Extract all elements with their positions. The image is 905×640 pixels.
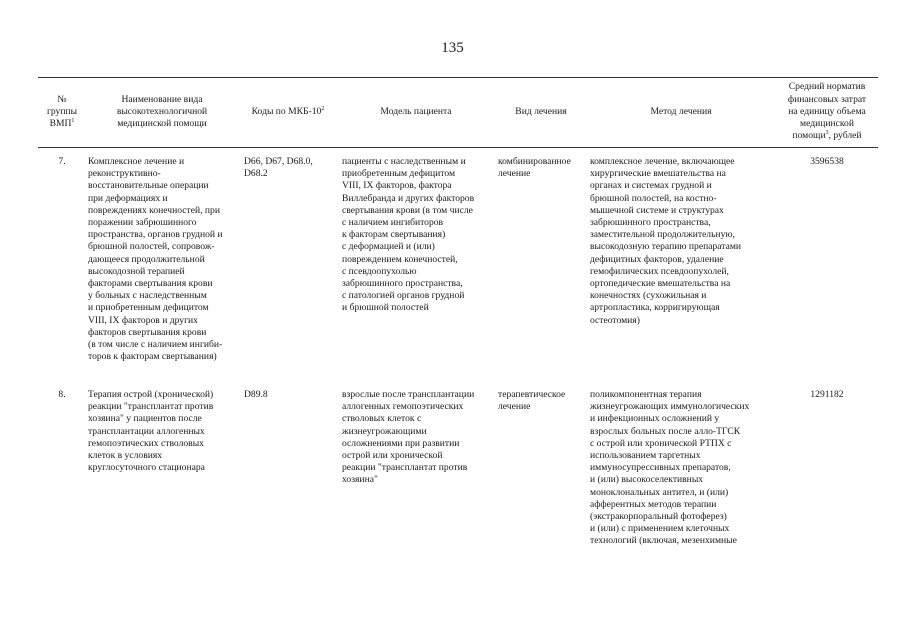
cell-line: поражении забрюшинного [88, 217, 197, 229]
footnote-mark: 3 [825, 130, 829, 137]
header-cost [766, 79, 888, 145]
cell-line: поликомпонентная терапия [590, 389, 702, 400]
cell-line: иммуносупрессивных препаратов, [590, 462, 731, 474]
footnote-mark: 1 [71, 117, 75, 124]
cell-line: аллогенных гемопоэтических [342, 401, 464, 413]
row-service-name [88, 389, 238, 474]
cell-line: комбинированное [498, 156, 571, 167]
row-group-number: 7. [58, 156, 66, 167]
cell-line: (в том числе с наличием ингиби- [88, 339, 223, 351]
cell-line: взрослых больных после алло-ТГСК [590, 425, 741, 437]
header-bottom-rule [38, 147, 878, 148]
cell-line: пространства, органов грудной и [88, 229, 223, 241]
cell-line: ортопедические вмешательства на [590, 278, 731, 290]
row-treatment-type [498, 156, 588, 180]
row-cost: 3596538 [810, 156, 844, 167]
cell-line: повреждением конечностей, [342, 253, 458, 265]
cell-line: забрюшинного пространства, [590, 217, 711, 229]
cell-line: повреждениях конечностей, при [88, 204, 220, 216]
header-model [338, 79, 494, 145]
header-top-rule [38, 77, 878, 78]
header-name-line: Наименование вида [121, 93, 203, 105]
cell-line: дающееся продолжительной [88, 253, 205, 265]
cell-line: при деформациях и [88, 192, 168, 204]
cell-line: афферентных методов терапии [590, 498, 717, 510]
cell-line: торов к факторам свертывания) [88, 351, 217, 363]
cell-line: высокодозную терапию препаратами [590, 241, 742, 253]
cell-line: (экстракорпоральный фотоферез) [590, 511, 727, 523]
cell-line: реакции "трансплантат против [88, 401, 214, 413]
cell-line: Терапия острой (хронической) [88, 389, 214, 400]
header-method-label: Метод лечения [650, 105, 712, 117]
cell-line: с патологией органов грудной [342, 290, 465, 302]
header-model-label: Модель пациента [380, 105, 452, 117]
cell-line: VIII, IX факторов и других [88, 314, 198, 326]
cell-line: заместительной продолжительную, [590, 229, 735, 241]
cell-line: жизнеугрожающих иммунологических [590, 401, 750, 413]
cell-line: лечение [498, 401, 531, 413]
header-icd-label: Коды по МКБ-10 [251, 105, 322, 117]
cell-line: комплексное лечение, включающее [590, 156, 735, 167]
cell-line: острой или хронической [342, 450, 443, 462]
header-treatment-type-label: Вид лечения [515, 105, 567, 117]
header-icd [238, 79, 338, 145]
row-icd-codes [244, 156, 338, 180]
cell-line: остеотомия) [590, 314, 640, 326]
cell-line: и брюшной полостей [342, 302, 429, 314]
cell-line: использованием таргетных [590, 450, 701, 462]
cell-line: брюшной полостей, сопровож- [88, 241, 215, 253]
cell-line: и инфекционных осложнений у [590, 413, 720, 425]
cell-line: гемофилических псевдоопухолей, [590, 265, 729, 277]
cell-line: мышечной системе и структурах [590, 204, 724, 216]
cell-line: и приобретенным дефицитом [88, 302, 209, 314]
header-group [38, 79, 86, 145]
cell-line: с деформацией и (или) [342, 241, 435, 253]
cell-line: жизнеугрожающими [342, 425, 427, 437]
cell-line: D68.2 [244, 168, 268, 180]
cell-line: хозяина" [342, 474, 378, 486]
row-treatment-method [590, 156, 770, 327]
header-cost-line: финансовых затрат [787, 93, 867, 105]
cell-line: хозяина" у пациентов после [88, 413, 202, 425]
cell-line: D89.8 [244, 389, 268, 400]
header-cost-line: Средний норматив [788, 81, 866, 93]
header-name-line: медицинской помощи [117, 118, 207, 130]
cell-line: высокодозной терапией [88, 265, 185, 277]
row-service-name [88, 156, 238, 363]
header-cost-line: на единицу объема [788, 105, 866, 117]
cell-line: стволовых клеток с [342, 413, 422, 425]
header-treatment-type [494, 79, 588, 145]
cell-line: D66, D67, D68.0, [244, 156, 313, 167]
header-cost-line: помощи$^3$, рублей [792, 130, 862, 142]
cell-line: восстановительные операции [88, 180, 209, 192]
cell-line: брюшной полостей, на костно- [590, 192, 717, 204]
cell-line: гемопоэтических стволовых [88, 437, 204, 449]
cell-line: у больных с наследственным [88, 290, 207, 302]
cell-line: реконструктивно- [88, 168, 161, 180]
cell-line: взрослые после трансплантации [342, 389, 475, 400]
footnote-mark: 2 [321, 105, 325, 112]
header-method [588, 79, 774, 145]
cell-line: с острой или хронической РТПХ с [590, 437, 732, 449]
cell-line: хирургические вмешательства на [590, 168, 726, 180]
header-group-line: группы [46, 105, 78, 117]
cell-line: факторами свертывания крови [88, 278, 213, 290]
header-group-line: ВМП$^1$ [49, 117, 75, 130]
cell-line: конечностях (сухожильная и [590, 290, 707, 302]
cell-line: артропластика, корригирующая [590, 302, 720, 314]
cell-line: осложнениями при развитии [342, 437, 460, 449]
cell-line: технологий (включая, мезенхимные [590, 535, 737, 547]
row-patient-model [342, 389, 494, 487]
cell-line: пациенты с наследственным и [342, 156, 466, 167]
cell-line: с псевдоопухолью [342, 265, 417, 277]
cell-line: забрюшинного пространства, [342, 278, 463, 290]
cell-line: с наличием ингибиторов [342, 217, 444, 229]
cell-line: Виллебранда и других факторов [342, 192, 475, 204]
cell-line: к факторам свертывания) [342, 229, 446, 241]
cell-line: круглосуточного стационара [88, 462, 205, 474]
header-name-line: высокотехнологичной [116, 105, 208, 117]
cell-line: трансплантации аллогенных [88, 425, 205, 437]
cell-line: дефицитных факторов, удаление [590, 253, 724, 265]
cell-line: реакции "трансплантат против [342, 462, 468, 474]
cell-line: приобретенным дефицитом [342, 168, 456, 180]
row-icd-codes [244, 389, 338, 401]
page-number: 135 [441, 40, 464, 56]
cell-line: факторов свертывания крови [88, 326, 207, 338]
cell-line: моноклональных антител, и (или) [590, 486, 729, 498]
cell-line: органах и системах грудной и [590, 180, 712, 192]
cell-line: и (или) с применением клеточных [590, 523, 730, 535]
header-cost-line: медицинской [800, 118, 854, 130]
row-cost: 1291182 [810, 389, 844, 400]
row-patient-model [342, 156, 494, 315]
cell-line: и (или) высокоселективных [590, 474, 704, 486]
header-name [86, 79, 238, 145]
row-treatment-type [498, 389, 588, 413]
cell-line: клеток в условиях [88, 450, 163, 462]
row-group-number: 8. [58, 389, 66, 400]
cell-line: свертывания крови (в том числе [342, 204, 473, 216]
cell-line: Комплексное лечение и [88, 156, 185, 167]
cell-line: лечение [498, 168, 531, 180]
cell-line: VIII, IX факторов, фактора [342, 180, 452, 192]
header-group-line: № [57, 93, 67, 105]
row-treatment-method [590, 389, 770, 548]
cell-line: терапевтическое [498, 389, 566, 400]
